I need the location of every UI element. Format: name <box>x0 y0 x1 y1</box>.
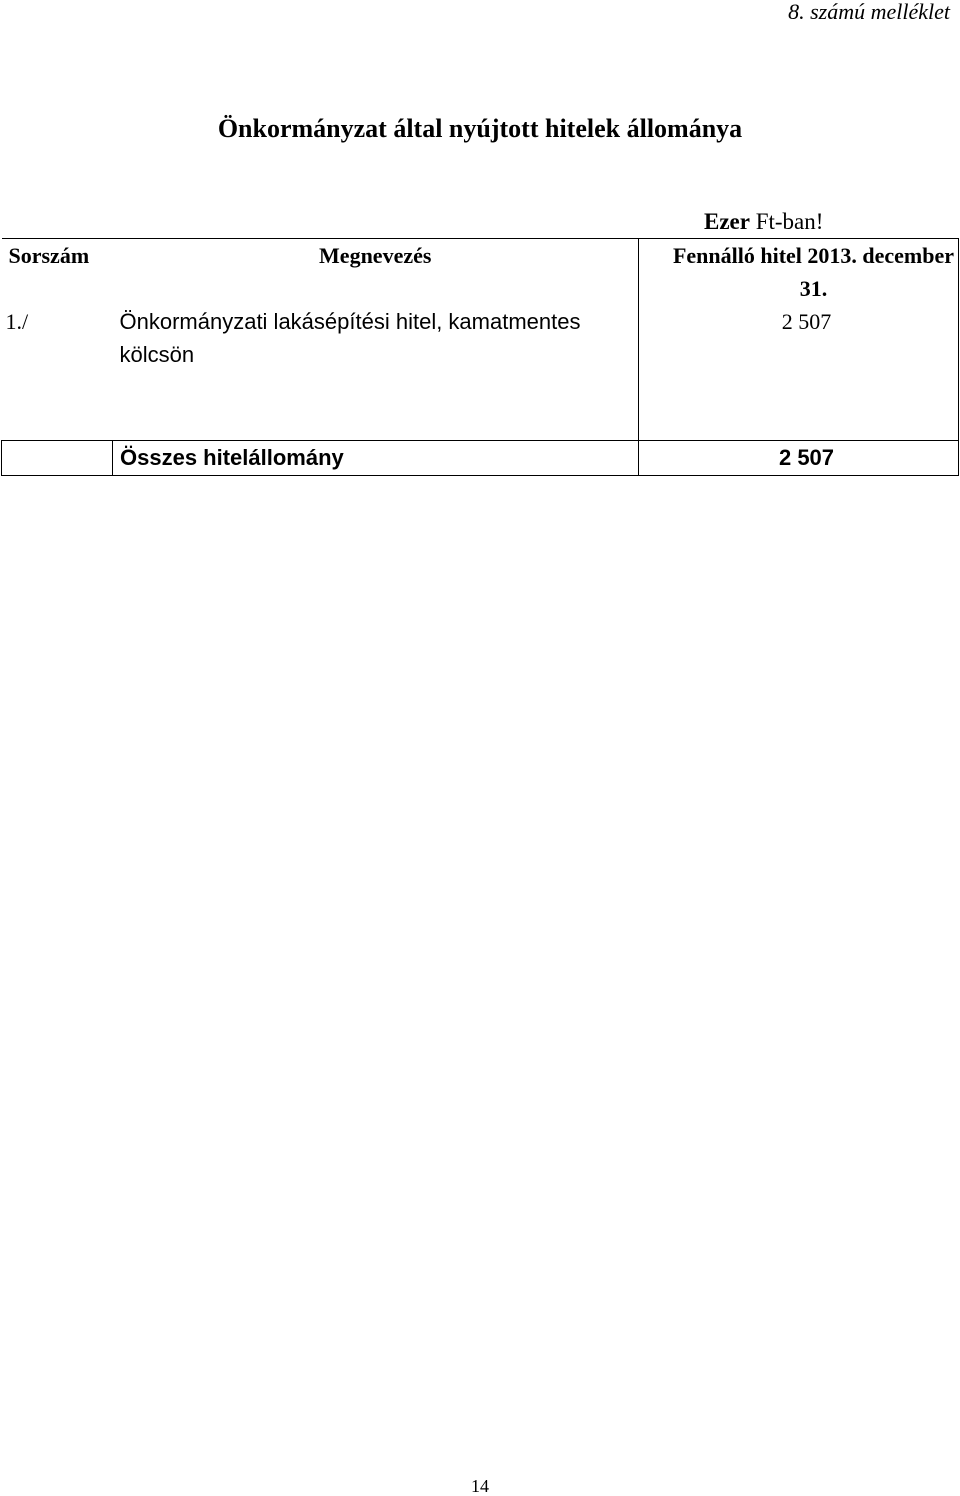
unit-note-bold: Ezer <box>704 209 750 234</box>
unit-note-rest: Ft-ban! <box>749 209 824 234</box>
total-value: 2 507 <box>639 441 959 476</box>
page-number: 14 <box>471 1476 489 1496</box>
header-balance: Fennálló hitel 2013. december 31. <box>639 239 959 306</box>
total-row <box>2 441 959 476</box>
table-header-row <box>2 239 959 306</box>
header-name: Megnevezés <box>113 239 639 306</box>
table-row <box>2 305 959 441</box>
unit-note <box>704 208 823 236</box>
total-label: Összes hitelállomány <box>113 441 639 476</box>
header-number: Sorszám <box>2 239 113 306</box>
total-blank-cell <box>2 441 113 476</box>
row-number: 1./ <box>5 309 29 334</box>
loans-table <box>1 238 959 476</box>
annex-label: 8. számú melléklet <box>788 0 950 24</box>
document-title: Önkormányzat által nyújtott hitelek állománya <box>217 114 743 143</box>
row-name: Önkormányzati lakásépítési hitel, kamatmentes kölcsön <box>119 309 581 367</box>
row-balance: 2 507 <box>639 305 959 441</box>
